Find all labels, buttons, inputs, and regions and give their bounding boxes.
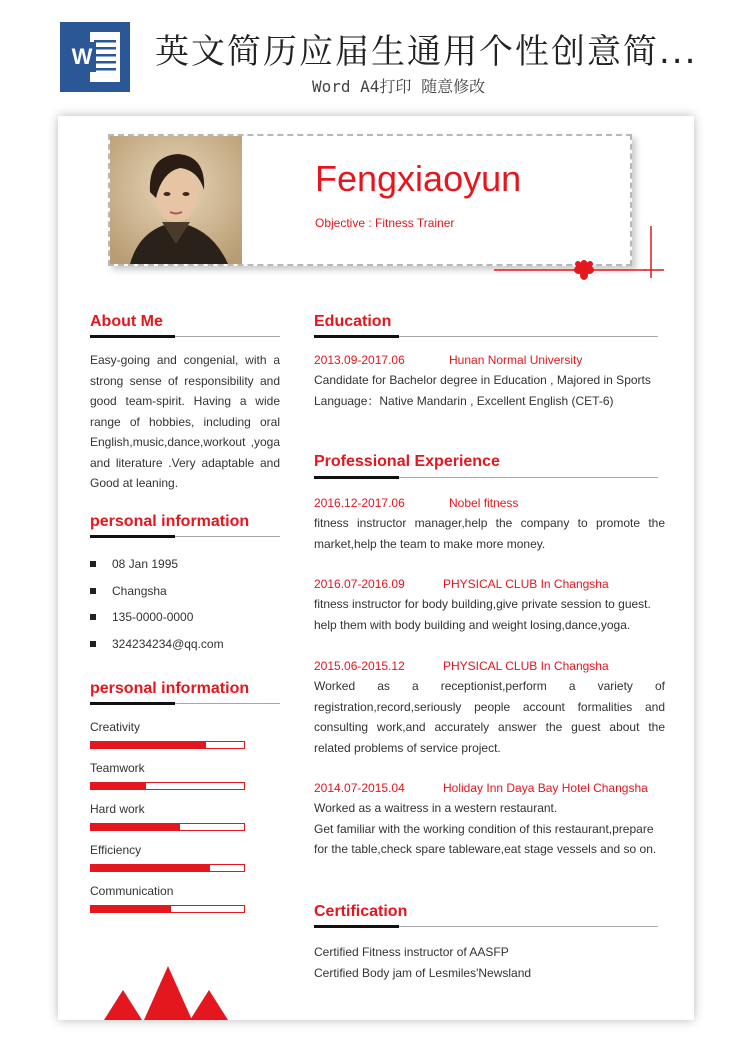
profile-name: Fengxiaoyun <box>315 158 522 199</box>
skill-bar <box>90 864 245 872</box>
list-item <box>90 609 224 636</box>
certification-title: Certification <box>314 903 408 920</box>
education-date: 2013.09-2017.06 <box>314 353 405 367</box>
skill-label: Hard work <box>90 802 145 816</box>
certification-item: Certified Body jam of Lesmiles'Newsland <box>314 966 532 980</box>
experience-org: Nobel fitness <box>449 496 519 510</box>
skill-item <box>90 720 245 749</box>
document-subtitle: Word A4打印 随意修改 <box>312 77 486 96</box>
phone: 135-0000-0000 <box>112 610 194 624</box>
list-item <box>90 556 224 583</box>
education-header <box>314 353 664 367</box>
experience-divider <box>314 477 658 478</box>
skill-bar-fill <box>91 865 210 871</box>
word-document-icon <box>60 22 130 92</box>
bullet-square-icon <box>90 614 96 620</box>
skill-bar <box>90 823 245 831</box>
skill-item <box>90 884 245 913</box>
experience-text: fitness instructor for body building,give private session to guest. help them with body building and weight losing,dance,yoga. <box>314 597 651 632</box>
experience-org: PHYSICAL CLUB In Changsha <box>443 577 609 591</box>
skill-bar-fill <box>91 742 206 748</box>
city: Changsha <box>112 583 167 598</box>
education-title: Education <box>314 313 392 330</box>
experience-date: 2015.06-2015.12 <box>314 659 405 673</box>
skill-label: Creativity <box>90 720 141 734</box>
profile-objective: Objective : Fitness Trainer <box>315 216 455 230</box>
skill-label: Efficiency <box>90 843 142 857</box>
resume-page <box>58 116 694 1020</box>
word-icon-letter: W <box>71 44 93 69</box>
email: 324234234@qq.com <box>112 636 224 651</box>
triangle-decoration <box>104 962 228 1020</box>
experience-org: Holiday Inn Daya Bay Hotel Changsha <box>443 781 648 795</box>
certification-item: Certified Fitness instructor of AASFP <box>314 945 509 959</box>
experience-text: Worked as a waitress in a western restaurant. Get familiar with the working condition of this restaurant,prepare for the table,check spare tableware,eat stage vessels and so on. <box>314 801 657 856</box>
list-item <box>90 636 224 663</box>
experience-date: 2016.07-2016.09 <box>314 577 405 591</box>
skill-label: Teamwork <box>90 761 145 775</box>
education-divider <box>314 336 658 337</box>
document-title: 英文简历应届生通用个性创意简... <box>155 32 698 72</box>
flower-decoration <box>494 226 674 286</box>
about-title: About Me <box>90 313 163 330</box>
education-line: Candidate for Bachelor degree in Education , Majored in Sports <box>314 373 651 387</box>
personal-info-divider <box>90 536 280 537</box>
experience-title: Professional Experience <box>314 453 500 470</box>
experience-org: PHYSICAL CLUB In Changsha <box>443 659 609 673</box>
experience-header <box>314 496 664 510</box>
skills-divider <box>90 703 280 704</box>
skill-item <box>90 802 245 831</box>
bullet-square-icon <box>90 588 96 594</box>
experience-text: Worked as a receptionist,perform a variety of registration,record,seriously people account formalities and consulting work,and accurately answer the guest about the related problems of service project. <box>314 679 665 755</box>
about-text: Easy-going and congenial, with a strong sense of responsibility and good team-spirit. Having a wide range of hobbies, including oral English,music,dance,workout ,yoga and literature .Very adaptable and Good at leaning. <box>90 353 280 490</box>
skills-title: personal information <box>90 680 250 697</box>
bullet-square-icon <box>90 641 96 647</box>
experience-date: 2014.07-2015.04 <box>314 781 405 795</box>
education-school: Hunan Normal University <box>449 353 583 367</box>
skill-bar-fill <box>91 824 180 830</box>
list-item <box>90 583 224 610</box>
skill-bar-fill <box>91 906 171 912</box>
certification-divider <box>314 926 658 927</box>
skill-bar <box>90 741 245 749</box>
skill-item <box>90 843 245 872</box>
experience-text: fitness instructor manager,help the company to promote the market,help the team to make more money. <box>314 516 665 551</box>
experience-date: 2016.12-2017.06 <box>314 496 405 510</box>
skill-item <box>90 761 245 790</box>
bullet-square-icon <box>90 561 96 567</box>
birth-date: 08 Jan 1995 <box>112 557 179 571</box>
profile-photo <box>110 136 242 264</box>
education-line: Language：Native Mandarin , Excellent English (CET-6) <box>314 394 614 408</box>
skill-bar <box>90 782 245 790</box>
experience-header <box>314 577 664 591</box>
personal-info-list <box>90 556 224 662</box>
skill-bar <box>90 905 245 913</box>
skill-bar-fill <box>91 783 146 789</box>
about-divider <box>90 336 280 337</box>
personal-info-title: personal information <box>90 513 250 530</box>
skill-label: Communication <box>90 884 174 898</box>
experience-header <box>314 781 664 795</box>
experience-header <box>314 659 664 673</box>
